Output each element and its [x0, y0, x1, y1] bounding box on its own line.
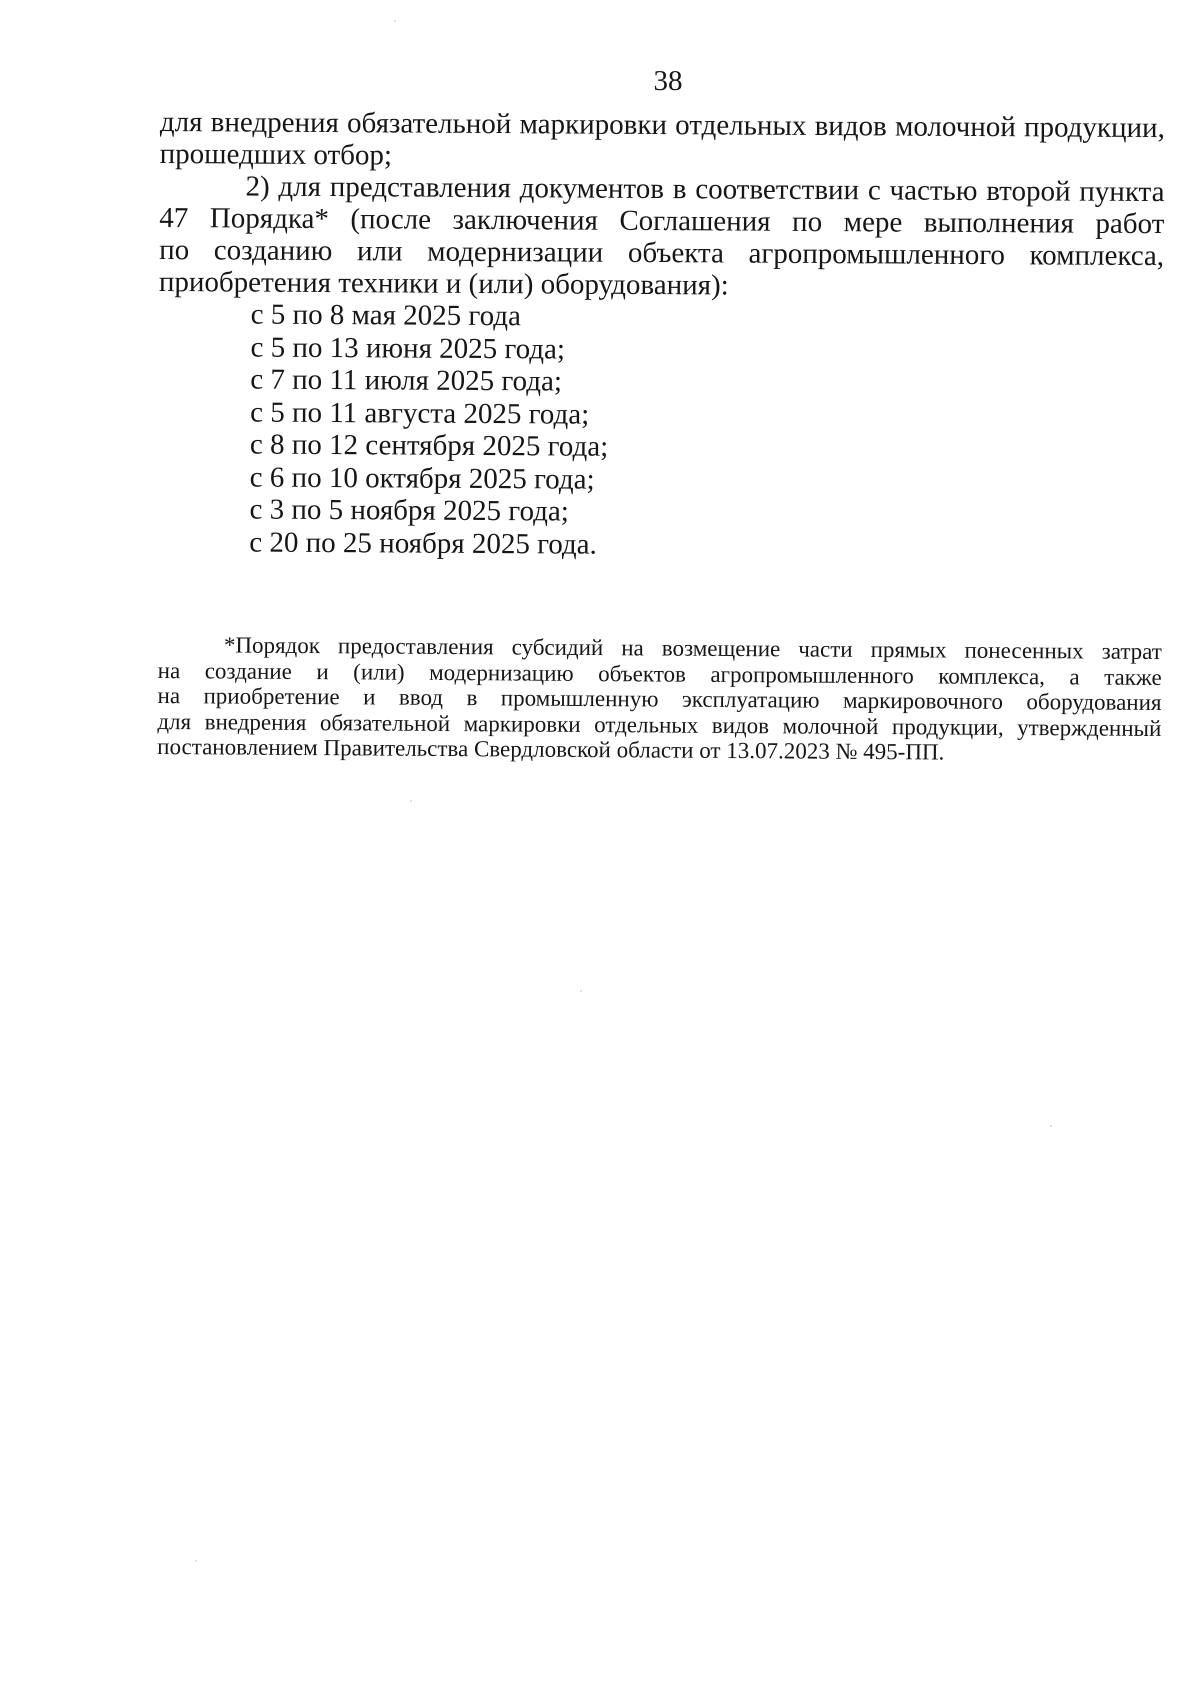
paragraph-line: приобретения техники и (или) оборудования): [158, 265, 729, 302]
date-range-item: с 5 по 13 июня 2025 года; [250, 331, 566, 365]
footnote-line: на создание и (или) модернизацию объектов агропромышленного комплекса, а также [157, 657, 1162, 690]
paragraph-line: 2) для представления документов в соответствии с частью второй пункта [245, 170, 1165, 209]
date-range-item: с 8 по 12 сентября 2025 года; [249, 428, 609, 463]
footnote [157, 632, 1162, 767]
date-range-item: с 7 по 11 июля 2025 года; [250, 363, 563, 398]
main-body [157, 106, 1165, 564]
page-number: 38 [653, 65, 683, 97]
footnote-line: на приобретение и ввод в промышленную эксплуатацию маркировочного оборудования [157, 682, 1162, 716]
date-range-item: с 5 по 11 августа 2025 года; [250, 396, 590, 431]
paragraph-line: прошедших отбор; [159, 137, 393, 172]
scan-speck [410, 800, 412, 802]
scan-speck [1050, 1125, 1052, 1127]
date-range-item: с 3 по 5 ноября 2025 года; [249, 493, 569, 528]
scan-speck [580, 990, 582, 992]
paragraph-line: для внедрения обязательной маркировки отдельных видов молочной продукции, [159, 106, 1165, 145]
paragraph-line: 47 Порядка* (после заключения Соглашения по мере выполнения работ [159, 201, 1165, 241]
paragraph-submission-periods [159, 170, 1165, 304]
footnote-line: для внедрения обязательной маркировки отдельных видов молочной продукции, утвержденный [157, 708, 1162, 741]
date-range-item: с 5 по 8 мая 2025 года [250, 298, 522, 333]
paragraph-line: по созданию или модернизации объекта агропромышленного комплекса, [159, 233, 1165, 273]
scan-speck [195, 1560, 197, 1562]
date-range-item: с 20 по 25 ноября 2025 года. [249, 526, 597, 561]
date-range-item: с 6 по 10 октября 2025 года; [249, 461, 595, 496]
scan-speck [394, 20, 396, 22]
paragraph-continuation [160, 106, 1165, 176]
footnote-line: постановлением Правительства Свердловской области от 13.07.2023 № 495-ПП. [157, 733, 945, 765]
footnote-line: *Порядок предоставления субсидий на возмещение части прямых понесенных затрат [223, 632, 1162, 665]
date-range-list [157, 298, 1164, 564]
